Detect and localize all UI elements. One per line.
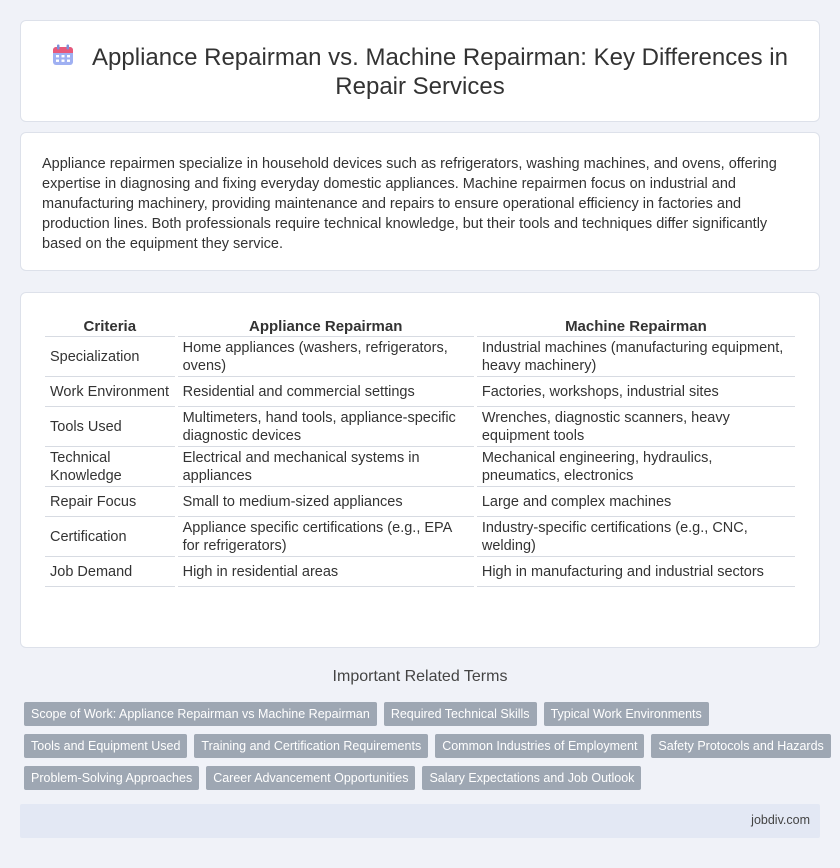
table-row: [45, 447, 795, 487]
tag-row: [24, 766, 820, 790]
comparison-table: [42, 315, 798, 587]
table-row: [45, 487, 795, 517]
table-row: [45, 517, 795, 557]
table-cell-criteria: Certification: [45, 517, 175, 557]
table-cell-appliance: Residential and commercial settings: [178, 377, 474, 407]
related-terms-tags: [24, 702, 824, 798]
table-cell-machine: Large and complex machines: [477, 487, 795, 517]
table-cell-criteria: Technical Knowledge: [45, 447, 175, 487]
table-row: [45, 377, 795, 407]
tag-safety-protocols[interactable]: Safety Protocols and Hazards: [651, 734, 830, 758]
table-row: [45, 337, 795, 377]
table-row: [45, 407, 795, 447]
table-cell-appliance: Multimeters, hand tools, appliance-specific diagnostic devices: [178, 407, 474, 447]
footer: [20, 804, 820, 838]
tag-career-advancement[interactable]: Career Advancement Opportunities: [206, 766, 415, 790]
table-row: [45, 557, 795, 587]
intro-card: [20, 132, 820, 271]
table-cell-machine: Wrenches, diagnostic scanners, heavy equipment tools: [477, 407, 795, 447]
table-cell-machine: Industrial machines (manufacturing equipment, heavy machinery): [477, 337, 795, 377]
comparison-card: [20, 292, 820, 648]
intro-paragraph: Appliance repairmen specialize in household devices such as refrigerators, washing machines, and ovens, offering expertise in diagnosing and fixing everyday domestic appliances. Machine repairmen focus on industrial and manufacturing machinery, providing maintenance and repairs to ensure operational efficiency in factories and production lines. Both professionals require technical knowledge, but their tools and techniques differ significantly based on the equipment they service.: [42, 156, 777, 252]
table-cell-criteria: Work Environment: [45, 377, 175, 407]
table-cell-machine: Industry-specific certifications (e.g., CNC, welding): [477, 517, 795, 557]
tag-salary-expectations[interactable]: Salary Expectations and Job Outlook: [422, 766, 641, 790]
title-card: [20, 20, 820, 122]
table-cell-appliance: Home appliances (washers, refrigerators, ovens): [178, 337, 474, 377]
column-header-criteria: Criteria: [45, 315, 175, 337]
tag-row: [24, 702, 820, 726]
table-cell-criteria: Tools Used: [45, 407, 175, 447]
page-title: [51, 43, 789, 101]
tag-training-and-certification[interactable]: Training and Certification Requirements: [194, 734, 428, 758]
table-cell-appliance: Appliance specific certifications (e.g., EPA for refrigerators): [178, 517, 474, 557]
tag-row: [24, 734, 824, 758]
tag-problem-solving[interactable]: Problem-Solving Approaches: [24, 766, 199, 790]
table-cell-appliance: Electrical and mechanical systems in appliances: [178, 447, 474, 487]
table-cell-machine: High in manufacturing and industrial sectors: [477, 557, 795, 587]
table-cell-machine: Factories, workshops, industrial sites: [477, 377, 795, 407]
table-cell-appliance: Small to medium-sized appliances: [178, 487, 474, 517]
related-terms-heading: Important Related Terms: [332, 668, 508, 685]
column-header-machine-repairman: Machine Repairman: [477, 315, 795, 337]
table-cell-machine: Mechanical engineering, hydraulics, pneumatics, electronics: [477, 447, 795, 487]
tag-tools-and-equipment[interactable]: Tools and Equipment Used: [24, 734, 187, 758]
tag-common-industries[interactable]: Common Industries of Employment: [435, 734, 644, 758]
table-cell-criteria: Job Demand: [45, 557, 175, 587]
tag-typical-work-environments[interactable]: Typical Work Environments: [544, 702, 709, 726]
table-cell-criteria: Specialization: [45, 337, 175, 377]
tag-required-technical-skills[interactable]: Required Technical Skills: [384, 702, 537, 726]
tag-scope-of-work[interactable]: Scope of Work: Appliance Repairman vs Machine Repairman: [24, 702, 377, 726]
table-cell-appliance: High in residential areas: [178, 557, 474, 587]
calendar-icon: [52, 44, 74, 66]
table-header-row: [45, 315, 795, 337]
column-header-appliance-repairman: Appliance Repairman: [178, 315, 474, 337]
table-cell-criteria: Repair Focus: [45, 487, 175, 517]
page-title-text: Appliance Repairman vs. Machine Repairman: Key Differences in Repair Services: [92, 44, 788, 100]
footer-site-link[interactable]: jobdiv.com: [751, 813, 810, 827]
